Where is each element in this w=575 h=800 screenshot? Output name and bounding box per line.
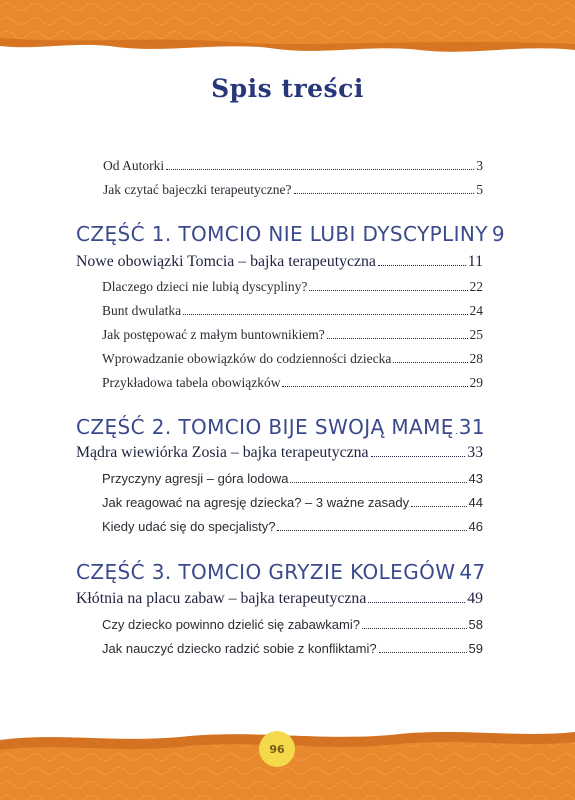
toc-entry[interactable] bbox=[102, 279, 483, 295]
dot-leader bbox=[379, 644, 467, 653]
toc-story-page: 49 bbox=[467, 590, 483, 607]
part-heading-page: 9 bbox=[491, 222, 506, 246]
toc-story-page: 11 bbox=[467, 253, 483, 270]
toc-entry-label: Jak nauczyć dziecko radzić sobie z konfliktami? bbox=[102, 641, 377, 656]
dot-leader bbox=[393, 353, 467, 363]
dot-leader bbox=[368, 592, 465, 603]
dot-leader bbox=[309, 281, 467, 291]
toc-entry[interactable] bbox=[102, 495, 483, 510]
toc-entry[interactable] bbox=[102, 471, 483, 486]
toc-story-label: Mądra wiewiórka Zosia – bajka terapeutyczna bbox=[76, 444, 369, 461]
toc-entry-label: Wprowadzanie obowiązków do codzienności dziecka bbox=[102, 351, 392, 366]
toc-story-page: 33 bbox=[467, 444, 483, 461]
toc-entry-label: Jak reagować na agresję dziecka? – 3 ważne zasady bbox=[102, 495, 410, 510]
top-orange-banner bbox=[0, 0, 575, 62]
toc-entry-page: 44 bbox=[468, 495, 483, 510]
toc-entry-page: 46 bbox=[468, 519, 483, 534]
toc-entry-page: 58 bbox=[468, 617, 483, 632]
toc-entry-label: Przykładowa tabela obowiązków bbox=[102, 375, 281, 390]
dot-leader bbox=[277, 522, 466, 531]
part-heading-page: 47 bbox=[459, 560, 486, 584]
toc-entry-label: Kiedy udać się do specjalisty? bbox=[102, 519, 276, 534]
page-number-badge: 96 bbox=[259, 731, 295, 767]
toc-entry-label: Jak czytać bajeczki terapeutyczne? bbox=[103, 182, 292, 197]
part-heading-label: CZĘŚĆ 2. TOMCIO BIJE SWOJĄ MAMĘ bbox=[76, 415, 454, 439]
dot-leader bbox=[411, 498, 466, 507]
toc-entry-page: 25 bbox=[469, 327, 483, 342]
toc-entry[interactable] bbox=[102, 351, 483, 367]
dot-leader bbox=[290, 474, 466, 483]
page-title: Spis treści bbox=[211, 74, 364, 103]
toc-part-3-heading[interactable] bbox=[76, 560, 485, 584]
part-heading-label: CZĘŚĆ 1. TOMCIO NIE LUBI DYSCYPLINY bbox=[76, 222, 488, 246]
toc-entry-page: 24 bbox=[469, 303, 483, 318]
toc-entry-page: 28 bbox=[469, 351, 483, 366]
dot-leader bbox=[362, 620, 467, 629]
toc-entry[interactable] bbox=[102, 641, 483, 656]
toc-entry-intro-2[interactable] bbox=[103, 182, 483, 198]
toc-entry-page: 5 bbox=[476, 182, 483, 197]
dot-leader bbox=[294, 184, 475, 194]
toc-story-label: Kłótnia na placu zabaw – bajka terapeutyczna bbox=[76, 590, 367, 607]
dot-leader bbox=[183, 305, 467, 315]
toc-entry-label: Od Autorki bbox=[103, 158, 165, 173]
toc-entry[interactable] bbox=[102, 327, 483, 343]
toc-entry[interactable] bbox=[102, 303, 483, 319]
dot-leader bbox=[456, 420, 457, 434]
toc-entry-label: Dlaczego dzieci nie lubią dyscypliny? bbox=[102, 279, 308, 294]
toc-entry-label: Bunt dwulatka bbox=[102, 303, 182, 318]
toc-entry[interactable] bbox=[102, 519, 483, 534]
dot-leader bbox=[378, 255, 466, 266]
dot-leader bbox=[282, 377, 467, 387]
toc-entry-label: Jak postępować z małym buntownikiem? bbox=[102, 327, 325, 342]
dot-leader bbox=[327, 329, 468, 339]
toc-entry-page: 29 bbox=[469, 375, 483, 390]
toc-entry[interactable] bbox=[102, 617, 483, 632]
toc-story-3[interactable] bbox=[76, 590, 483, 608]
dot-leader bbox=[166, 160, 474, 170]
toc-entry[interactable] bbox=[102, 375, 483, 391]
toc-story-label: Nowe obowiązki Tomcia – bajka terapeutyczna bbox=[76, 253, 376, 270]
toc-entry-label: Przyczyny agresji – góra lodowa bbox=[102, 471, 289, 486]
toc-story-1[interactable] bbox=[76, 253, 483, 271]
part-heading-label: CZĘŚĆ 3. TOMCIO GRYZIE KOLEGÓW bbox=[76, 560, 456, 584]
toc-entry-page: 3 bbox=[476, 158, 483, 173]
toc-entry-page: 43 bbox=[468, 471, 483, 486]
toc-entry-page: 59 bbox=[468, 641, 483, 656]
toc-part-2-heading[interactable] bbox=[76, 415, 485, 439]
toc-part-1-heading[interactable] bbox=[76, 222, 506, 246]
toc-entry-page: 22 bbox=[469, 279, 483, 294]
toc-entry-label: Czy dziecko powinno dzielić się zabawkami? bbox=[102, 617, 360, 632]
toc-story-2[interactable] bbox=[76, 444, 483, 462]
dot-leader bbox=[371, 446, 466, 457]
part-heading-page: 31 bbox=[458, 415, 485, 439]
top-banner-shape bbox=[0, 0, 575, 62]
toc-entry-intro-1[interactable] bbox=[103, 158, 483, 174]
